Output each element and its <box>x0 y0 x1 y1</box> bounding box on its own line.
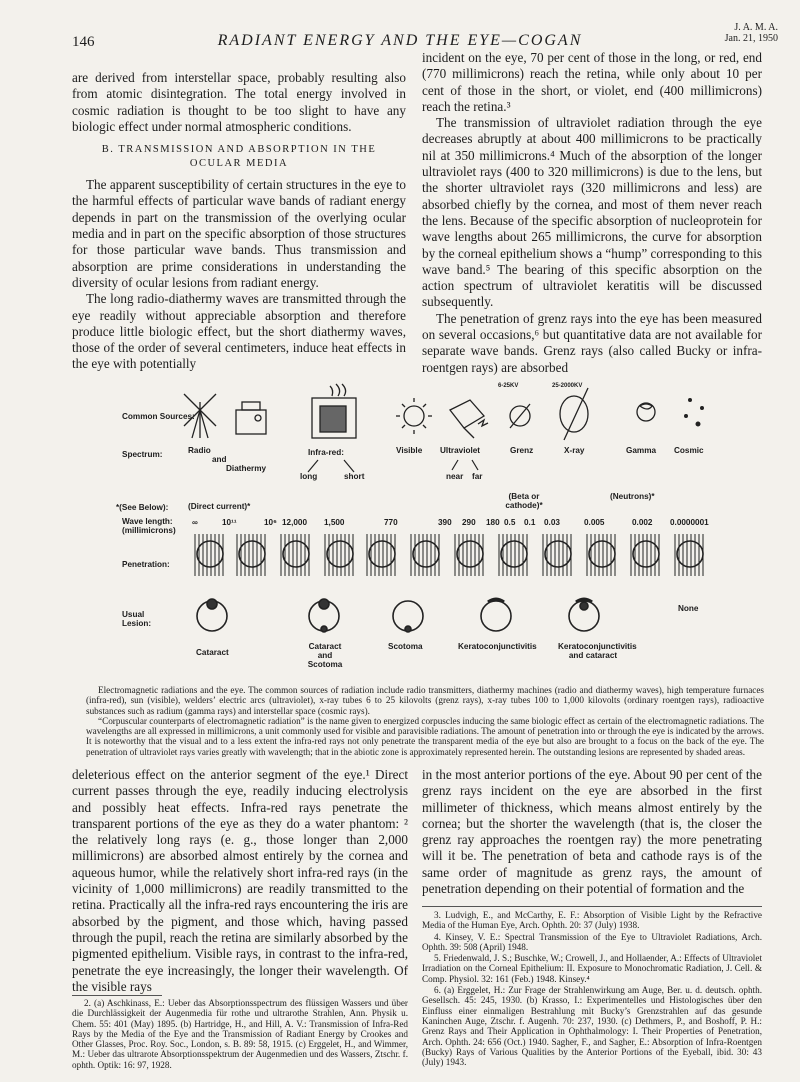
lesion-label: Keratoconjunctivitis <box>458 642 537 651</box>
left-column-bottom <box>72 767 408 995</box>
paragraph: deleterious effect on the anterior segment of the eye.¹ Direct current passes through the eye, readily inducing electrolysis and possibly heat effects. Infra-red rays penetrate the transparent portions of the eye as they do a water phantom: ² the relatively long rays (e. g., those longer than 2,000 millimicrons) are absorbed almost entirely by the cornea and aqueous humor, while the relatively short infra-red rays (in the vicinity of 1,000 millimicrons) are readily transmitted to the retina. Practically all the infra-red rays encountering the iris are absorbed by the pigment, and those which, having passed through the pupil, reach the retina are similarly absorbed by the pigmented epithelium. Visible rays, in contrast to the infra-red, penetrate the eye increasingly, the longer their wavelength. Of the visible rays <box>72 767 408 994</box>
radio-tower-icon <box>184 394 216 438</box>
paragraph: incident on the eye, 70 per cent of those in the long, or red, end (770 millimicrons) reach the retina, while only about 10 per cent of those in the short, or violet, end (400 millimicrons) reach the retina.³ <box>422 50 762 114</box>
wavelength-value: 1,500 <box>324 518 345 527</box>
eye-lesion-kerato-cataract <box>569 599 599 631</box>
eye-lesion-cataract-scotoma <box>309 599 339 632</box>
eye-lesion-keratoconjunctivitis <box>481 599 511 631</box>
eye-lesion-scotoma <box>393 601 423 632</box>
lesion-label: None <box>678 604 699 613</box>
penetration-eye-diagram <box>499 534 527 576</box>
xray-tube-icon <box>560 388 588 440</box>
penetration-eye-diagram <box>543 534 571 576</box>
paragraph: The penetration of grenz rays into the eye has been measured on several occasions,⁶ but quantitative data are not available for separate wave bands. Grenz rays (also called Bucky or infra-roentgen rays) are absorbed <box>422 310 762 375</box>
penetration-eye-diagram <box>237 534 265 576</box>
wavelength-value: 0.5 <box>504 518 516 527</box>
section-heading <box>72 143 406 171</box>
caption-paragraph: Electromagnetic radiations and the eye. The common sources of radiation include radio transmitters, diathermy machines (radio and diathermy waves), high temperature furnaces (infra-red), sun (visible), welders’ electric arcs (ultraviolet), x-ray tubes 6 to 25 kilovolts (grenz rays), x-ray tubes 100 to 1,000 kilovolts (ordinary roentgen rays), radioactive substances such as radium (gamma rays) and interstellar space (cosmic rays). <box>86 685 764 716</box>
footnotes-left <box>72 998 408 1071</box>
lesion-label: Scotoma <box>388 642 423 651</box>
wavelength-value: 390 <box>438 518 452 527</box>
wavelength-value: 770 <box>384 518 398 527</box>
right-column-bottom <box>422 767 762 897</box>
cosmic-space-icon <box>685 399 704 427</box>
furnace-icon <box>312 384 356 438</box>
footnote-rule <box>422 906 762 907</box>
penetration-eye-diagram <box>325 534 353 576</box>
figure-caption <box>86 685 764 757</box>
wavelength-value: 0.03 <box>544 518 560 527</box>
penetration-eye-diagram <box>367 534 395 576</box>
radium-icon <box>637 403 655 421</box>
row-label-sources: Common Sources: <box>122 412 195 421</box>
wavelength-value: ∞ <box>192 518 198 527</box>
star-label-direct-current: (Direct current)* <box>188 502 251 511</box>
spectrum-label-gamma: Gamma <box>626 446 657 455</box>
lesion-label: Cataract and Scotoma <box>307 642 343 669</box>
spectrum-label-far: far <box>472 472 483 481</box>
section-heading-line: B. TRANSMISSION AND ABSORPTION IN THE <box>101 144 377 156</box>
source-icons <box>112 380 800 450</box>
wavelength-value: 290 <box>462 518 476 527</box>
spectrum-label-xray: X-ray <box>564 446 585 455</box>
wavelength-value: 0.0000001 <box>670 518 709 527</box>
right-column-top <box>422 50 762 376</box>
spectrum-dividers <box>112 456 800 476</box>
spectrum-label-grenz: Grenz <box>510 446 534 455</box>
spectrum-label-infrared: Infra-red: <box>308 448 344 457</box>
diathermy-machine-icon <box>236 402 266 434</box>
footnote: 4. Kinsey, V. E.: Spectral Transmission of the Eye to Ultraviolet Radiations, Arch. Ophth. 39: 508 (April) 1948. <box>422 931 762 952</box>
row-label-lesion: Usual Lesion: <box>122 610 152 628</box>
spectrum-label-radio: Radio <box>188 446 211 455</box>
penetration-eye-diagram <box>631 534 659 576</box>
lesion-row <box>112 590 800 640</box>
footnote: 6. (a) Erggelet, H.: Zur Frage der Strahlenwirkung am Auge, Ber. u. d. deutsch. ophth. Gesellsch. 45: 245, 1930. (b) Krasso, I.: Experimentelles und Histologisches über den Einfluss einer einmaligen Bestrahlung mit Bucky’s Grenzstrahlen auf das gesunde Kaninchen Auge, Ztschr. f. Augenh. 70: 237, 1930. (c) Dethmers, P., and Boshoff, P. H.: Grenz Rays and Their Application in Ophthalmology: I. Their Properties of Penetration, Arch. Ophth. 24: 656 (Oct.) 1940. Sagher, F., and Sagher, E.: Absorption of Infra-Roentgen (Bucky) Rays of Various Qualities by the Anterior Portions of the Eyeball, ibid. 30: 43 (July) 1943. <box>422 985 762 1068</box>
sun-icon <box>396 398 432 434</box>
penetration-eye-diagram <box>675 534 703 576</box>
paragraph: are derived from interstellar space, probably resulting also from atomic disintegration. The total energy involved in cosmic radiation is thought to be too slight to have any biologic effect under normal atmospheric conditions. <box>72 70 406 134</box>
lesion-label: Keratoconjunctivitis and cataract <box>558 642 637 660</box>
penetration-eye-diagram <box>195 534 223 576</box>
penetration-eye-diagram <box>411 534 439 576</box>
penetration-eye-diagram <box>587 534 615 576</box>
wavelength-value: 0.1 <box>524 518 536 527</box>
caption-paragraph: “Corpuscular counterparts of electromagnetic radiation” is the name given to energized corpuscles inducing the same biologic effect as certain of the electromagnetic radiations. The wavelengths are all expressed in millimicrons, a unit commonly used for visible and paravisible radiations. The amount of penetration into or through the eye is indicated by the arrows. It is noteworthy that the visual and to a less extent the infra-red rays not only penetrate the transparent media of the eye but also are brought to a focus on the back of the eye. The penetration of ultraviolet rays varies greatly with wavelength; that in the abiotic zone is approximately represented herein. The outstanding lesions are represented by shaded areas. <box>86 715 764 757</box>
row-label-penetration: Penetration: <box>122 560 170 569</box>
spectrum-label-ultraviolet: Ultraviolet <box>440 446 481 455</box>
lesion-label: Cataract <box>196 648 229 657</box>
star-label-neutrons: (Neutrons)* <box>610 492 655 501</box>
section-heading-line: OCULAR MEDIA <box>189 158 289 170</box>
paragraph: The long radio-diathermy waves are transmitted through the eye readily without appreciable absorption and therefore produce little biologic effect, but the short diathermy waves, those of the order of several centimeters, induce heat effects in the eye with potentially <box>72 291 406 372</box>
spectrum-label-and: and <box>212 455 227 464</box>
wavelength-value: 10⁶ <box>264 518 277 527</box>
spectrum-label-long: long <box>300 472 318 481</box>
row-label-see-below: *(See Below): <box>116 503 169 512</box>
running-title: RADIANT ENERGY AND THE EYE—COGAN <box>217 32 583 49</box>
footnote: 3. Ludvigh, E., and McCarthy, E. F.: Absorption of Visible Light by the Refractive Media of the Human Eye, Arch. Ophth. 20: 37 (July) 1938. <box>422 910 762 931</box>
penetration-eye-diagram <box>455 534 483 576</box>
spectrum-label-diathermy: Diathermy <box>226 464 267 473</box>
paragraph: in the most anterior portions of the eye. About 90 per cent of the grenz rays incident on the eye are absorbed in the first millimeter of thickness, which means almost entirely by the cornea; but the shorter the wavelength (that is, the closer the grenz ray approaches the roentgen ray) the more penetrating will it be. The penetration of beta and cathode rays is of the same order of magnitude as grenz rays, the amount of penetration depending on their potential of formation and the <box>422 767 762 897</box>
wavelength-value: 10¹¹ <box>222 518 237 527</box>
footnotes-right <box>422 910 762 1068</box>
spectrum-label-near: near <box>446 472 464 481</box>
paragraph: The apparent susceptibility of certain structures in the eye to the harmful effects of particular wave bands of radiant energy depends in part on the transmission of the overlying ocular media and in part on the specific absorption of those structures for those particular wave bands. Thus transmission and absorption are prime considerations in understanding the diversity of ocular lesions from radiant energy. <box>72 177 406 290</box>
left-column-top <box>72 70 406 373</box>
tube-label-grenz: 6-25KV <box>498 383 519 389</box>
grenz-tube-icon <box>510 404 530 428</box>
row-label-spectrum: Spectrum: <box>122 450 163 459</box>
star-label-beta-cathode: (Beta or cathode)* <box>505 492 543 510</box>
wavelength-value: 0.002 <box>632 518 653 527</box>
radiation-figure <box>112 380 800 670</box>
page-number: 146 <box>72 34 95 50</box>
paragraph: The transmission of ultraviolet radiation through the eye decreases abruptly at about 400 millimicrons to be practically nil at 350 millimicrons.⁴ Much of the absorption of the longer ultraviolet rays (400 to 320 millimicrons) is due to the lens, but the shorter ultraviolet rays (320 millimicrons and less) are absorbed chiefly by the cornea, and most of them never reach the lens. Because of the specific absorption of nucleoprotein for wave lengths about 265 millimicrons, the curve for absorption by the corneal epithelium shows a “hump” corresponding to this wave band.⁵ The bearing of this specific absorption on the action spectrum of ultraviolet keratitis will be discussed subsequently. <box>422 115 762 310</box>
wavelength-value: 12,000 <box>282 518 308 527</box>
footnote-rule <box>72 995 162 996</box>
footnote: 2. (a) Aschkinass, E.: Ueber das Absorptionsspectrum des flüssigen Wassers und über die Durchlässigkeit der Augenmedia für rothe und ultrarothe Strahlen, Ann. Physik u. Chem. 55: 401 (May) 1895. (b) Hartridge, H., and Hill, A. V.: Transmission of Infra-Red Rays by the Media of the Eye and the Transmission of Radiant Energy by Crookes and Other Glasses, Proc. Roy. Soc., London, s. B. 89: 58, 1915. (c) Erggelet, H., and Wimmer, M.: Ueber das ultrarote Absorptionsspektrum der Augenmedien und des Wassers, Ztschr. f. ophth. Optik: 16: 97, 1928. <box>72 998 408 1070</box>
row-label-wavelength: Wave length: (millimicrons) <box>122 517 176 535</box>
penetration-row <box>112 532 800 582</box>
spectrum-label-cosmic: Cosmic <box>674 446 704 455</box>
tube-label-xray: 25-2000KV <box>552 383 583 389</box>
journal-name: J. A. M. A. <box>734 22 778 33</box>
footnote: 5. Friedenwald, J. S.; Buschke, W.; Crowell, J., and Hollaender, A.: Effects of Ultraviolet Irradiation on the Corneal Epithelium: II. Exposure to Monochromatic Radiation, J. Cell. & Comp. Physiol. 32: 161 (Feb.) 1948. Kinsey.⁴ <box>422 953 762 984</box>
welding-arc-icon <box>450 400 488 438</box>
issue-date: Jan. 21, 1950 <box>724 33 778 44</box>
eye-lesion-cataract <box>197 599 227 631</box>
journal-reference <box>725 22 778 44</box>
spectrum-label-short: short <box>344 472 365 481</box>
spectrum-label-visible: Visible <box>396 446 423 455</box>
wavelength-value: 180 <box>486 518 500 527</box>
wavelength-value: 0.005 <box>584 518 605 527</box>
penetration-eye-diagram <box>281 534 309 576</box>
